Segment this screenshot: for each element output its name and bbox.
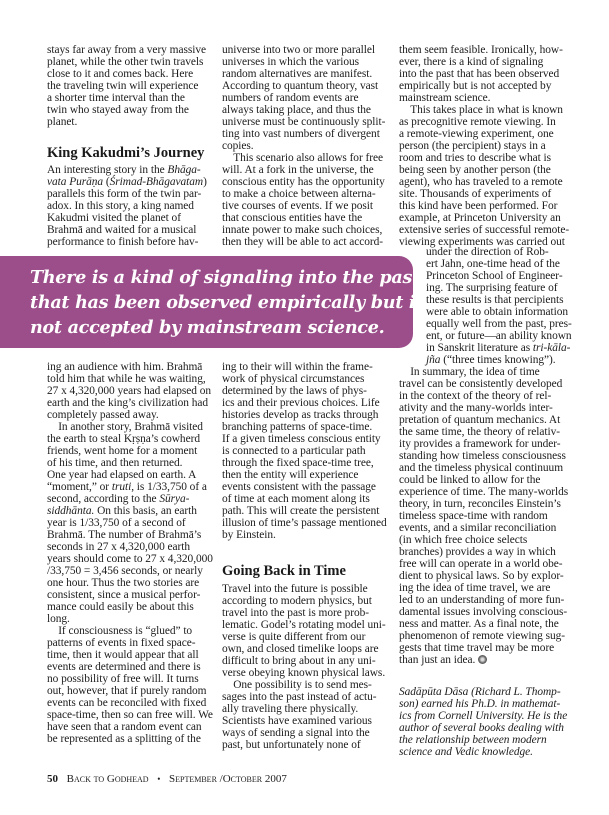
text-line: always taking place, and thus the (222, 104, 371, 116)
text-line: ting into vast numbers of divergent (222, 128, 380, 140)
text-line: ally traveling there physically. (222, 703, 359, 715)
text-line: travel into the past is more prob- (222, 607, 369, 619)
text-line: events consistent with the passage (222, 481, 376, 493)
text-line: than just an idea. (399, 654, 487, 666)
text-line: gests that time travel may be more (399, 642, 555, 654)
text-line: standing how timeless consciousness (399, 450, 566, 462)
text-line: difficult to bring about in any uni- (222, 655, 376, 667)
text-line: friends, went home for a moment (47, 445, 198, 457)
text-line: son) earned his Ph.D. in mathemat- (399, 698, 561, 710)
text-line: author of several books dealing with (399, 722, 564, 734)
text-line: site. Thousands of experiments of (399, 188, 552, 200)
text-line: person (the percipient) stays in a (399, 140, 546, 152)
text-line: of his time, and then returned. (47, 457, 183, 469)
text-line: equally well from the past, pres- (426, 318, 572, 330)
text-line: completely passed away. (47, 409, 159, 421)
text-line: path. This will create the persistent (222, 505, 380, 517)
text-line: ics and their previous choices. Life (222, 397, 380, 409)
text-line: random alternatives are manifest. (222, 68, 373, 80)
text-line: room and tries to describe what is (399, 152, 552, 164)
text-line: Princeton School of Engineer- (426, 270, 563, 282)
footer-separator: • (157, 774, 161, 784)
text-line: lematic. Godel’s rotating model uni- (222, 619, 386, 631)
text-line: as precognitive remote viewing. In (399, 116, 556, 128)
text-line: the relationship between modern (399, 734, 547, 746)
text-line: timeless space-time with random (399, 510, 548, 522)
text-line: then the entity will experience (222, 469, 359, 481)
text-line: in the context of the theory of rel- (399, 390, 552, 402)
text-line: pretation of quantum mechanics. At (399, 414, 561, 426)
text-line: years should come to 27 x 4,320,000 (47, 553, 213, 565)
text-line: according to modern physics, but (222, 595, 372, 607)
text-line: the traveling twin will experience (47, 80, 199, 92)
page-footer (47, 773, 287, 785)
text-line: vata Purāṇa (Śrimad-Bhāgavatam) (47, 176, 207, 188)
text-line: were able to obtain information (426, 306, 569, 318)
text-line: by Einstein. (222, 529, 276, 541)
section-heading-king-kakudmi: King Kakudmi’s Journey (47, 145, 205, 161)
text-line: then they will be able to act accord- (222, 236, 384, 248)
text-line: /33,750 = 3,456 seconds, or nearly (47, 565, 203, 577)
text-line: be represented as a splitting of the (47, 733, 201, 745)
text-line: If consciousness is “glued” to (47, 625, 193, 637)
text-line: This takes place in what is known (399, 104, 563, 116)
text-line: According to quantum theory, vast (222, 80, 379, 92)
text-line: ing to their will within the frame- (222, 361, 373, 373)
text-line: long. (47, 613, 70, 625)
text-line: universe must be continuously split- (222, 116, 386, 128)
text-line: this kind have been performed. For (399, 200, 558, 212)
text-line: branching patterns of space-time. (222, 421, 373, 433)
text-line: In summary, the idea of time (399, 366, 540, 378)
text-line: “moment,” or truti, is 1/33,750 of a (47, 481, 207, 493)
text-line: the same time, the theory of relativ- (399, 426, 561, 438)
text-line: parallels this form of the twin par- (47, 188, 202, 200)
text-line: example, at Princeton University an (399, 212, 561, 224)
text-line: theory, in turn, reconciles Einstein’s (399, 498, 561, 510)
text-line: ing an audience with him. Brahmā (47, 361, 203, 373)
text-line: ert Jahn, one-time head of the (426, 258, 560, 270)
text-line: consistent, since a musical perfor- (47, 589, 201, 601)
text-line: An interesting story in the Bhāga- (47, 164, 201, 176)
text-line: Travel into the future is possible (222, 583, 368, 595)
text-line: If a given timeless conscious entity (222, 433, 381, 445)
end-of-article-emblem-icon (478, 655, 487, 664)
text-line: performance to finish before hav- (47, 236, 199, 248)
text-line: experience of time. The many-worlds (399, 486, 569, 498)
text-line: have seen that a random event can (47, 721, 202, 733)
text-line: innate power to make such choices, (222, 224, 383, 236)
text-line: to make a choice between alterna- (222, 188, 376, 200)
text-line: ever, there is a kind of signaling (399, 56, 544, 68)
text-line: into the past that has been observed (399, 68, 560, 80)
text-line: patterns of events in fixed space- (47, 637, 196, 649)
text-line: This scenario also allows for free (222, 152, 383, 164)
text-line: planet. (47, 116, 78, 128)
issue-date: September /October 2007 (169, 773, 287, 785)
text-line: siddhānta. On this basis, an earth (47, 505, 197, 517)
text-line: ent, or future—an ability known (426, 330, 572, 342)
text-line: twin who stayed away from the (47, 104, 189, 116)
text-line: ing the idea of time travel, we are (399, 582, 551, 594)
column-3 (399, 0, 579, 815)
text-line: out, however, that if purely random (47, 685, 207, 697)
text-line: damental issues involving conscious- (399, 606, 568, 618)
text-line: the earth to steal Kṛṣṇa’s cowherd (47, 433, 200, 445)
text-line: time, then it would appear that all (47, 649, 199, 661)
text-line: that conscious entities have the (222, 212, 363, 224)
text-line: past, but unfortunately none of (222, 739, 361, 751)
page-number: 50 (47, 773, 58, 785)
text-line: numbers of random events are (222, 92, 359, 104)
text-line: One possibility is to send mes- (222, 679, 372, 691)
text-line: is connected to a particular path (222, 445, 366, 457)
text-line: stays far away from a very massive (47, 44, 206, 56)
text-line: year is 1/33,750 of a second of (47, 517, 186, 529)
text-line: events, and a similar reconciliation (399, 522, 557, 534)
text-line: under the direction of Rob- (426, 246, 549, 258)
text-line: of time at each moment along its (222, 493, 370, 505)
text-line: and the timeless physical continuum (399, 462, 564, 474)
pull-quote-line: There is a kind of signaling into the past (30, 267, 420, 288)
text-line: One year had elapsed on earth. A (47, 469, 197, 481)
text-line: mainstream science. (399, 92, 491, 104)
text-line: In another story, Brahmā visited (47, 421, 203, 433)
text-line: agent), who has traveled to a remote (399, 176, 563, 188)
text-line: science and Vedic knowledge. (399, 746, 533, 758)
text-line: Brahmā and waited for a musical (47, 224, 197, 236)
text-line: copies. (222, 140, 254, 152)
text-line: determined by the laws of phys- (222, 385, 367, 397)
text-line: verse obeying known physical laws. (222, 667, 386, 679)
publication-name: Back to Godhead (66, 773, 149, 785)
text-line: will. At a fork in the universe, the (222, 164, 374, 176)
pull-quote-line: not accepted by mainstream science. (30, 317, 385, 338)
text-line: jña (“three times knowing”). (426, 354, 556, 366)
text-line: in Sanskrit literature as tri-kāla- (426, 342, 571, 354)
text-line: close to it and comes back. Here (47, 68, 194, 80)
pull-quote-box (0, 256, 425, 348)
text-line: Sadāpūta Dāsa (Richard L. Thomp- (399, 686, 561, 698)
text-line: second, according to the Sūrya- (47, 493, 190, 505)
column-2 (222, 0, 402, 815)
text-line: a remote-viewing experiment, one (399, 128, 554, 140)
text-line: ity provides a framework for under- (399, 438, 561, 450)
text-line: dient to physical laws. So by explor- (399, 570, 564, 582)
text-line: 27 x 4,320,000 years had elapsed on (47, 385, 212, 397)
text-line: ativity and the many-worlds inter- (399, 402, 553, 414)
text-line: universe into two or more parallel (222, 44, 375, 56)
text-line: events can be reconciled with fixed (47, 697, 207, 709)
text-line: space-time, then so can free will. We (47, 709, 213, 721)
text-line: told him that while he was waiting, (47, 373, 206, 385)
text-line: (in which free choice selects (399, 534, 528, 546)
text-line: conscious entity has the opportunity (222, 176, 385, 188)
text-line: branches) provides a way in which (399, 546, 556, 558)
text-line: phenomenon of remote viewing sug- (399, 630, 566, 642)
text-line: could be linked to allow for the (399, 474, 541, 486)
text-line: ness and matter. As a final note, the (399, 618, 559, 630)
text-line: empirically but is not accepted by (399, 80, 552, 92)
section-heading-going-back-in-time: Going Back in Time (222, 563, 346, 579)
text-line: events are determined and there is (47, 661, 201, 673)
column-1 (47, 0, 227, 815)
text-line: one hour. Thus the two stories are (47, 577, 200, 589)
pull-quote-line: that has been observed empirically but is (30, 292, 425, 313)
text-line: verse is quite different from our (222, 631, 366, 643)
text-line: earth and the king’s civilization had (47, 397, 209, 409)
text-line: through the fixed space-time tree, (222, 457, 374, 469)
text-line: them seem feasible. Ironically, how- (399, 44, 563, 56)
text-line: being seen by another person (the (399, 164, 551, 176)
text-line: sages into the past instead of actu- (222, 691, 377, 703)
text-line: planet, while the other twin travels (47, 56, 204, 68)
text-line: Brahmā. The number of Brahmā’s (47, 529, 202, 541)
text-line: ways of sending a signal into the (222, 727, 370, 739)
text-line: no possibility of free will. It turns (47, 673, 199, 685)
text-line: histories develop as tracks through (222, 409, 379, 421)
text-line: own, and closed timelike loops are (222, 643, 379, 655)
text-line: a shorter time interval than the (47, 92, 185, 104)
text-line: viewing experiments was carried out (399, 236, 565, 248)
text-line: ics from Cornell University. He is the (399, 710, 568, 722)
text-line: led to an understanding of more fun- (399, 594, 565, 606)
text-line: seconds in 27 x 4,320,000 earth (47, 541, 191, 553)
text-line: adox. In this story, a king named (47, 200, 194, 212)
text-line: work of physical circumstances (222, 373, 365, 385)
text-line: extensive series of successful remote- (399, 224, 570, 236)
text-line: free will can operate in a world obe- (399, 558, 563, 570)
text-line: Kakudmi visited the planet of (47, 212, 181, 224)
text-line: universes in which the various (222, 56, 360, 68)
text-line: illusion of time’s passage mentioned (222, 517, 387, 529)
text-line: tive courses of events. If we posit (222, 200, 374, 212)
text-line: these results is that percipients (426, 294, 564, 306)
text-line: Scientists have examined various (222, 715, 372, 727)
text-line: mance could easily be about this (47, 601, 194, 613)
text-line: ing. The surprising feature of (426, 282, 558, 294)
text-line: travel can be consistently developed (399, 378, 563, 390)
